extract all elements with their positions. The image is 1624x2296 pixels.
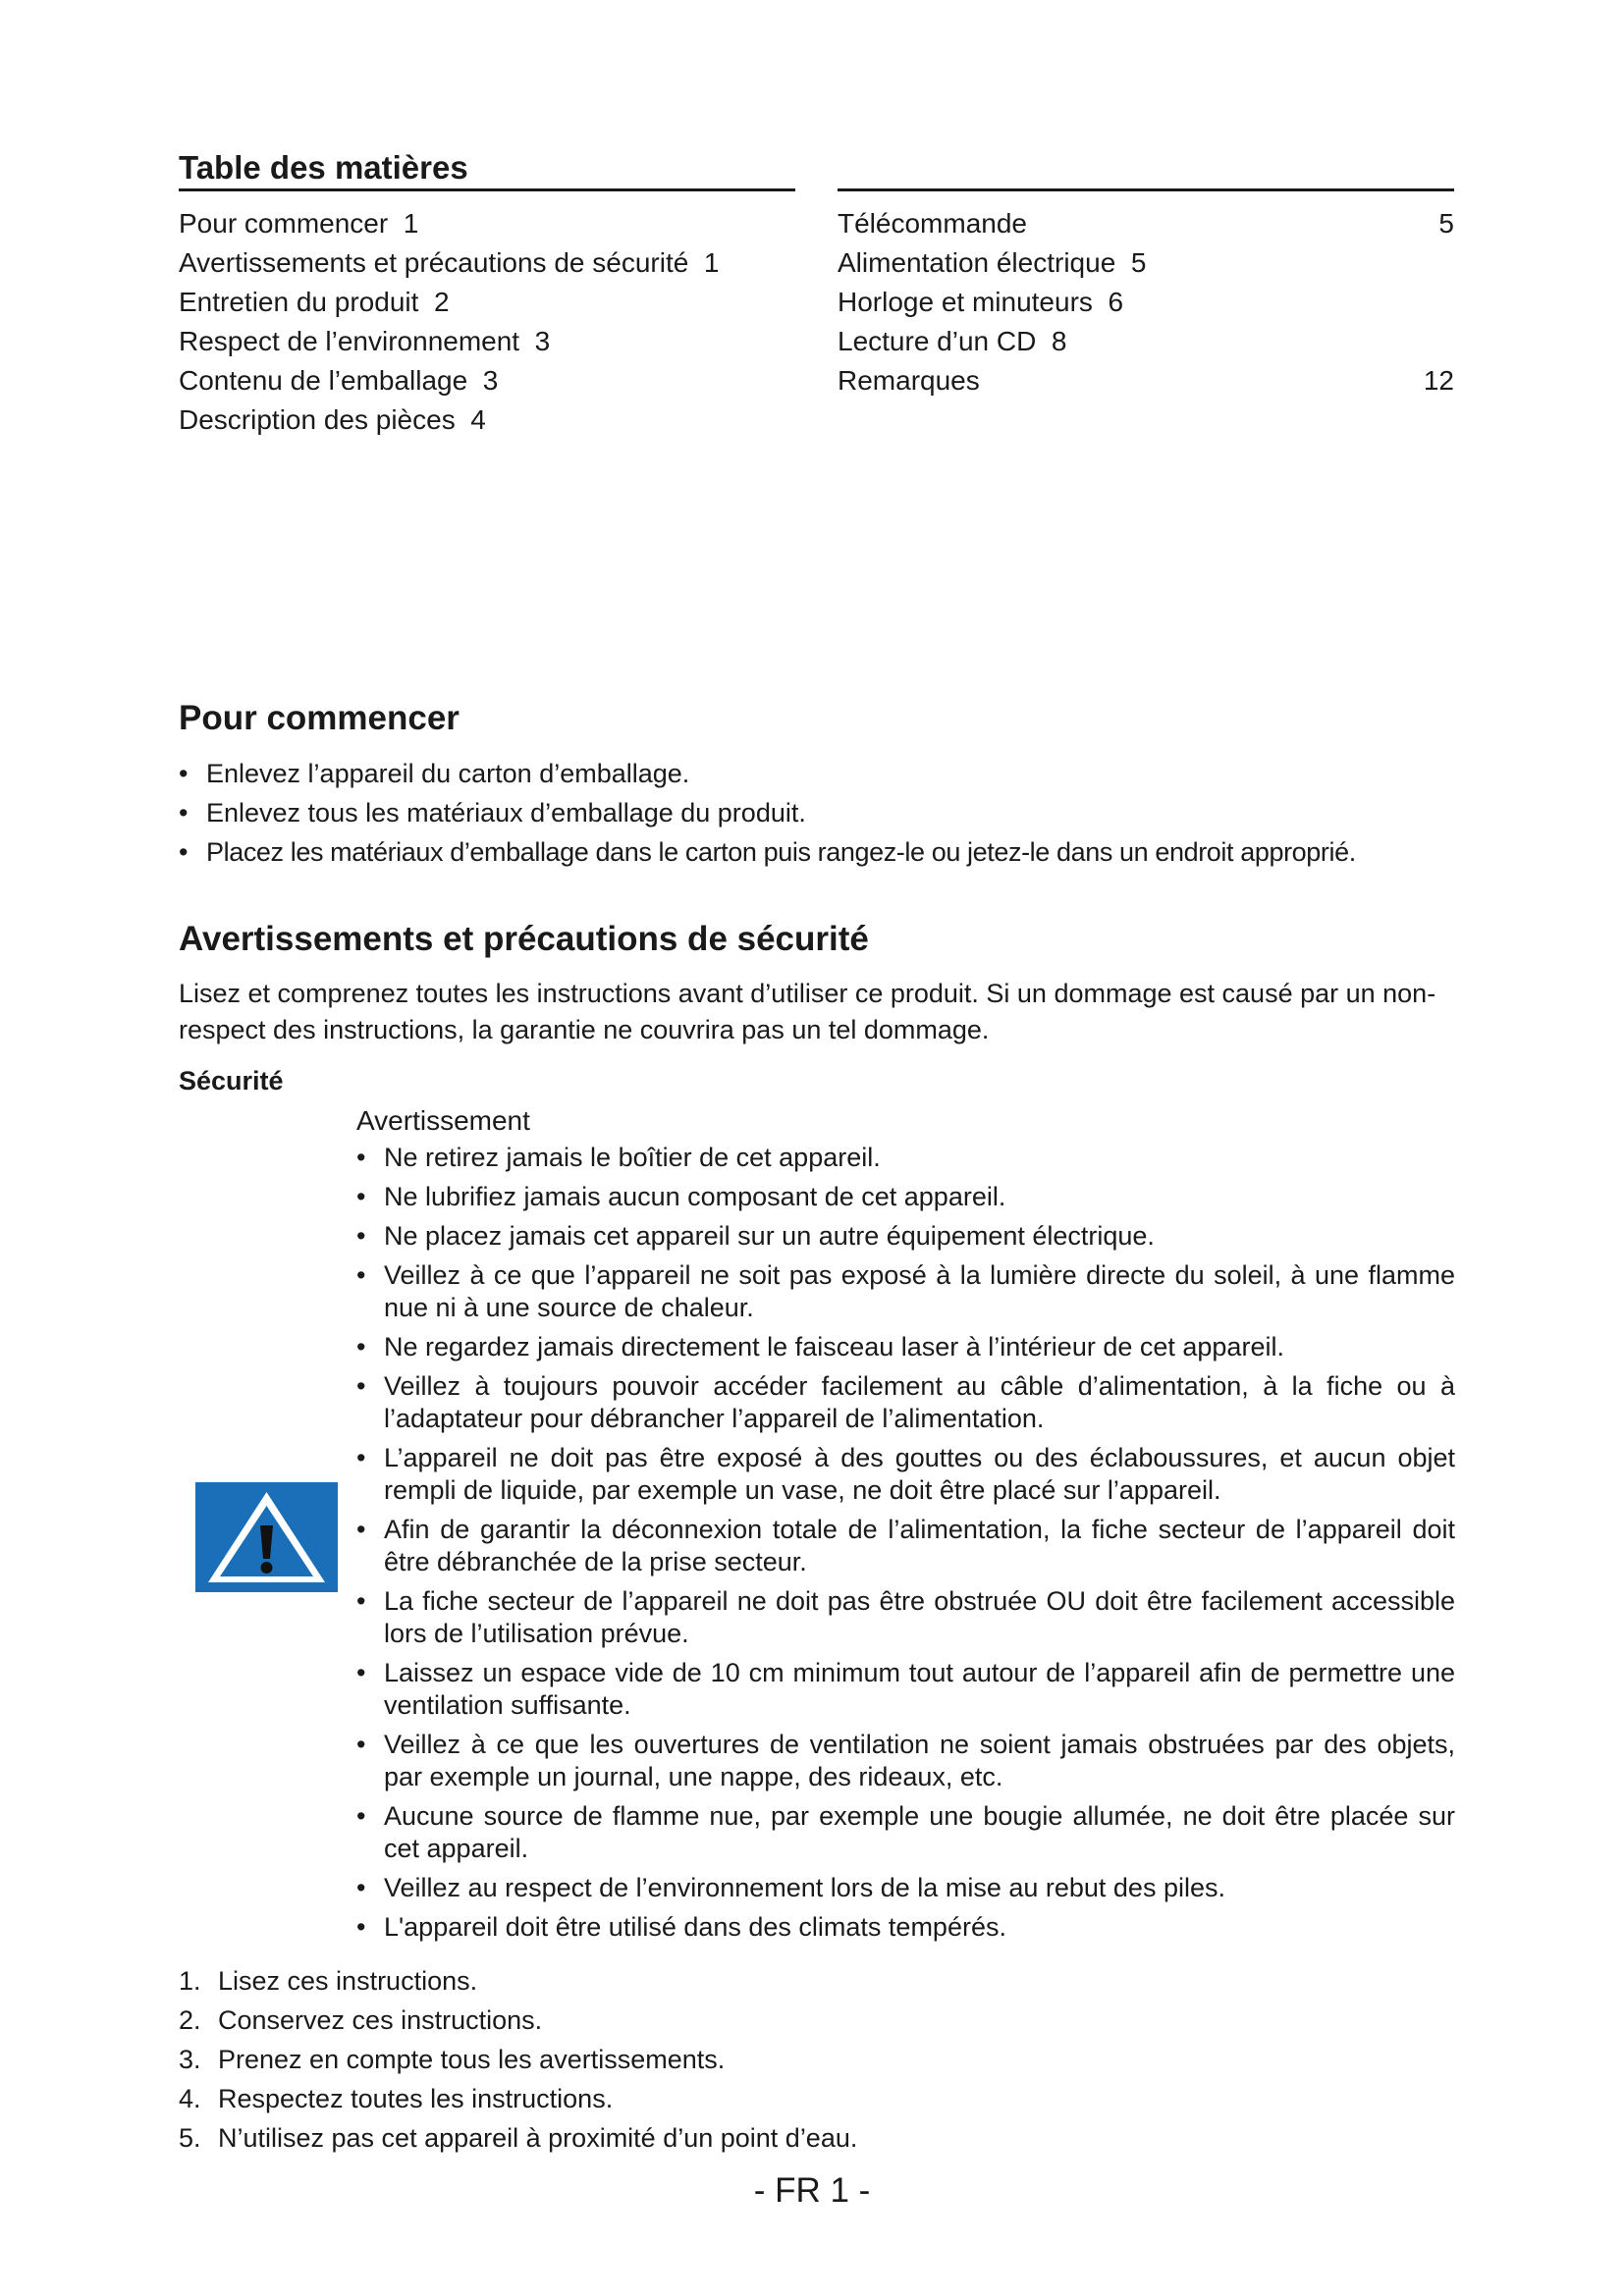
list-item: • Veillez à ce que les ouvertures de ventilation ne soient jamais obstruées par des objets, par exemple un journal, une nappe, des rideaux, etc. [356,1729,1455,1793]
toc-entry[interactable] [838,322,1454,361]
toc-entry-page: 3 [482,365,499,396]
list-text: Conservez ces instructions. [218,2005,543,2035]
list-item: • Enlevez tous les matériaux d’emballage du produit. [179,793,1455,832]
toc-entry-label: Lecture d’un CD [838,326,1037,356]
toc-entry[interactable] [179,322,787,361]
toc-entry[interactable] [838,204,1454,243]
toc-entry-label: Remarques [838,365,980,396]
toc-entry[interactable] [838,243,1454,283]
toc-entry[interactable] [179,243,787,283]
list-text: Respectez toutes les instructions. [218,2084,614,2113]
list-text: Lisez ces instructions. [218,1966,478,1996]
list-item [179,1961,1455,2001]
list-item: • La fiche secteur de l’appareil ne doit pas être obstruée OU doit être facilement accessible lors de l’utilisation prévue. [356,1585,1455,1650]
list-item: • Enlevez l’appareil du carton d’emballage. [179,754,1455,793]
list-number: 4. [179,2084,201,2113]
security-subheading: Sécurité [179,1066,284,1095]
list-item: • Placez les matériaux d’emballage dans le carton puis rangez-le ou jetez-le dans un endroit approprié. [179,832,1455,872]
toc-entry-page: 5 [1438,208,1454,239]
toc-rule-left [179,188,795,191]
toc-rule-right [838,188,1454,191]
warnings-list [356,1142,1455,1950]
list-number: 1. [179,1966,201,1996]
toc-entry[interactable] [838,283,1454,322]
toc-entry[interactable] [179,361,787,400]
list-number: 2. [179,2005,201,2035]
list-item: • Veillez à toujours pouvoir accéder facilement au câble d’alimentation, à la fiche ou à l’adaptateur pour débrancher l’appareil de l’alimentation. [356,1370,1455,1435]
list-item: • Laissez un espace vide de 10 cm minimum tout autour de l’appareil afin de permettre une ventilation suffisante. [356,1657,1455,1722]
toc-entry-page: 3 [534,326,551,356]
list-item: • Ne lubrifiez jamais aucun composant de cet appareil. [356,1181,1455,1213]
toc-entry[interactable] [838,361,1454,400]
toc-entry-label: Description des pièces [179,404,456,435]
list-number: 3. [179,2045,201,2074]
safety-intro: Lisez et comprenez toutes les instructions avant d’utiliser ce produit. Si un dommage est causé par un non-respect des instructions, la garantie ne couvrira pas un tel dommage. [179,979,1436,1044]
toc-entry[interactable] [179,283,787,322]
toc-entry-label: Alimentation électrique [838,247,1116,278]
toc-entry-label: Avertissements et précautions de sécurité [179,247,689,278]
list-item: • Veillez au respect de l’environnement lors de la mise au rebut des piles. [356,1872,1455,1904]
instructions-list [179,1961,1455,2158]
toc-entry-page: 4 [470,404,486,435]
list-item: • Ne placez jamais cet appareil sur un autre équipement électrique. [356,1220,1455,1253]
toc-title: Table des matières [179,149,468,186]
list-text: N’utilisez pas cet appareil à proximité d’un point d’eau. [218,2123,858,2153]
warning-triangle-icon [195,1482,338,1592]
toc-entry-page: 1 [403,208,419,239]
page-number: - FR 1 - [753,2171,871,2210]
toc-entry-label: Pour commencer [179,208,389,239]
toc-entry[interactable] [179,204,787,243]
toc-entry-page: 5 [1130,247,1147,278]
toc-entry-page: 12 [1423,365,1454,396]
toc-left-column [179,204,787,440]
toc-entry-label: Entretien du produit [179,287,419,317]
list-item: • L’appareil ne doit pas être exposé à des gouttes ou des éclaboussures, et aucun objet rempli de liquide, par exemple un vase, ne doit être placé sur l’appareil. [356,1442,1455,1507]
list-item [179,2001,1455,2040]
toc-entry-label: Respect de l’environnement [179,326,520,356]
toc-entry-label: Contenu de l’emballage [179,365,468,396]
toc-right-column [838,204,1454,400]
warning-label: Avertissement [356,1105,530,1136]
list-item: • Afin de garantir la déconnexion totale de l’alimentation, la fiche secteur de l’appareil doit être débranchée de la prise secteur. [356,1514,1455,1578]
toc-entry-label: Télécommande [838,208,1027,239]
getting-started-list [179,754,1455,872]
toc-entry[interactable] [179,400,787,440]
list-item: • Ne regardez jamais directement le faisceau laser à l’intérieur de cet appareil. [356,1331,1455,1363]
list-item [179,2040,1455,2079]
list-text: Prenez en compte tous les avertissements. [218,2045,726,2074]
list-item [179,2079,1455,2118]
list-number: 5. [179,2123,201,2153]
list-item: • Veillez à ce que l’appareil ne soit pas exposé à la lumière directe du soleil, à une flamme nue ni à une source de chaleur. [356,1259,1455,1324]
list-item: • Ne retirez jamais le boîtier de cet appareil. [356,1142,1455,1174]
toc-entry-page: 2 [433,287,450,317]
list-item [179,2118,1455,2158]
toc-entry-label: Horloge et minuteurs [838,287,1093,317]
toc-entry-page: 8 [1051,326,1067,356]
list-item: • L'appareil doit être utilisé dans des climats tempérés. [356,1911,1455,1944]
list-item: • Aucune source de flamme nue, par exemple une bougie allumée, ne doit être placée sur cet appareil. [356,1800,1455,1865]
toc-entry-page: 1 [703,247,720,278]
toc-entry-page: 6 [1108,287,1124,317]
getting-started-heading: Pour commencer [179,699,460,737]
safety-heading: Avertissements et précautions de sécurité [179,920,869,958]
